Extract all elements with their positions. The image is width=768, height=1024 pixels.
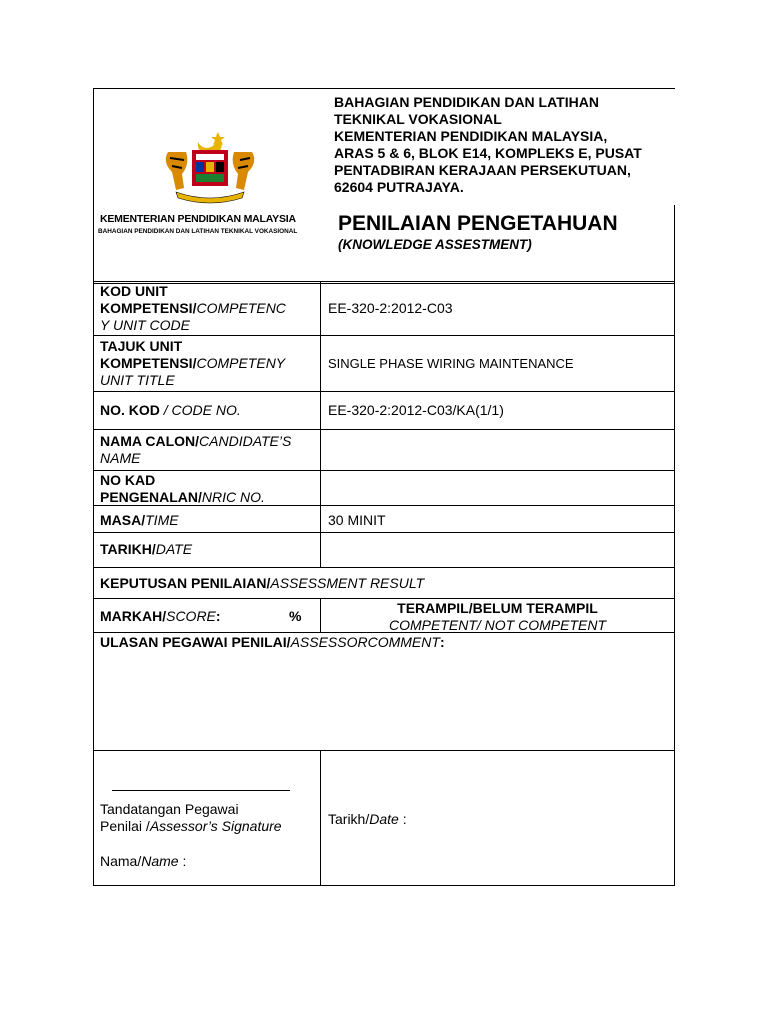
kod-unit-label: KOD UNIT KOMPETENSI/COMPETENC Y UNIT CODE bbox=[100, 283, 286, 333]
comment-area[interactable] bbox=[96, 652, 671, 746]
row-line bbox=[93, 532, 675, 533]
signature-line[interactable] bbox=[112, 790, 290, 791]
row-line bbox=[93, 429, 675, 430]
address-line: PENTADBIRAN KERAJAAN PERSEKUTUAN, bbox=[334, 162, 631, 178]
address-line: ARAS 5 & 6, BLOK E14, KOMPLEKS E, PUSAT bbox=[334, 145, 642, 161]
row-line bbox=[93, 470, 675, 471]
keputusan-label: KEPUTUSAN PENILAIAN/ASSESSMENT RESULT bbox=[100, 575, 425, 591]
nama-calon-value[interactable] bbox=[328, 440, 668, 460]
frame-top bbox=[93, 88, 675, 89]
kod-unit-value: EE-320-2:2012-C03 bbox=[328, 300, 453, 316]
markah-label: MARKAH/SCORE: bbox=[100, 608, 221, 624]
tarikh-label: TARIKH/DATE bbox=[100, 541, 193, 557]
frame-bottom bbox=[93, 885, 675, 886]
no-kod-label: NO. KOD / CODE NO. bbox=[100, 402, 241, 418]
row-line bbox=[93, 335, 675, 336]
frame-left bbox=[93, 88, 94, 886]
ulasan-label: ULASAN PEGAWAI PENILAI/ASSESSORCOMMENT: bbox=[100, 634, 445, 650]
row-line bbox=[93, 281, 675, 282]
page-subtitle: (KNOWLEDGE ASSESTMENT) bbox=[338, 237, 532, 252]
address-line: TEKNIKAL VOKASIONAL bbox=[334, 111, 502, 127]
tajuk-unit-label: TAJUK UNIT KOMPETENSI/COMPETENY UNIT TITLE bbox=[100, 338, 286, 388]
no-kad-label: NO KAD PENGENALAN/NRIC NO. bbox=[100, 472, 265, 505]
ministry-logo-text-1: KEMENTERIAN PENDIDIKAN MALAYSIA bbox=[100, 213, 296, 225]
masa-value: 30 MINIT bbox=[328, 512, 386, 528]
signature-label: Tandatangan Pegawai Penilai /Assessor’s Signature bbox=[100, 801, 282, 834]
ministry-crest bbox=[158, 128, 262, 204]
assessment-result[interactable]: TERAMPIL/BELUM TERAMPIL COMPETENT/ NOT COMPETENT bbox=[389, 600, 606, 633]
row-line bbox=[93, 750, 675, 751]
row-line bbox=[93, 391, 675, 392]
tajuk-unit-value: SINGLE PHASE WIRING MAINTENANCE bbox=[328, 356, 574, 371]
row-line bbox=[93, 567, 675, 568]
row-line bbox=[93, 598, 675, 599]
address-block bbox=[334, 94, 679, 196]
address-line: 62604 PUTRAJAYA. bbox=[334, 179, 464, 195]
frame-right-lower bbox=[674, 205, 675, 886]
tarikh-value[interactable] bbox=[328, 540, 668, 560]
markah-percent: % bbox=[289, 608, 302, 624]
col-divider bbox=[320, 750, 321, 886]
page-title: PENILAIAN PENGETAHUAN bbox=[338, 212, 618, 235]
ministry-logo-text-2: BAHAGIAN PENDIDIKAN DAN LATIHAN TEKNIKAL VOKASIONAL bbox=[98, 228, 298, 235]
signature-date-label: Tarikh/Date : bbox=[328, 811, 407, 827]
address-line: BAHAGIAN PENDIDIKAN DAN LATIHAN bbox=[334, 94, 599, 110]
assessor-name-label: Nama/Name : bbox=[100, 853, 187, 869]
nama-calon-label: NAMA CALON/CANDIDATE’S NAME bbox=[100, 433, 292, 466]
no-kod-value: EE-320-2:2012-C03/KA(1/1) bbox=[328, 402, 504, 418]
address-line: KEMENTERIAN PENDIDIKAN MALAYSIA, bbox=[334, 128, 608, 144]
masa-label: MASA/TIME bbox=[100, 512, 179, 528]
no-kad-value[interactable] bbox=[328, 478, 668, 498]
col-divider bbox=[320, 282, 321, 568]
